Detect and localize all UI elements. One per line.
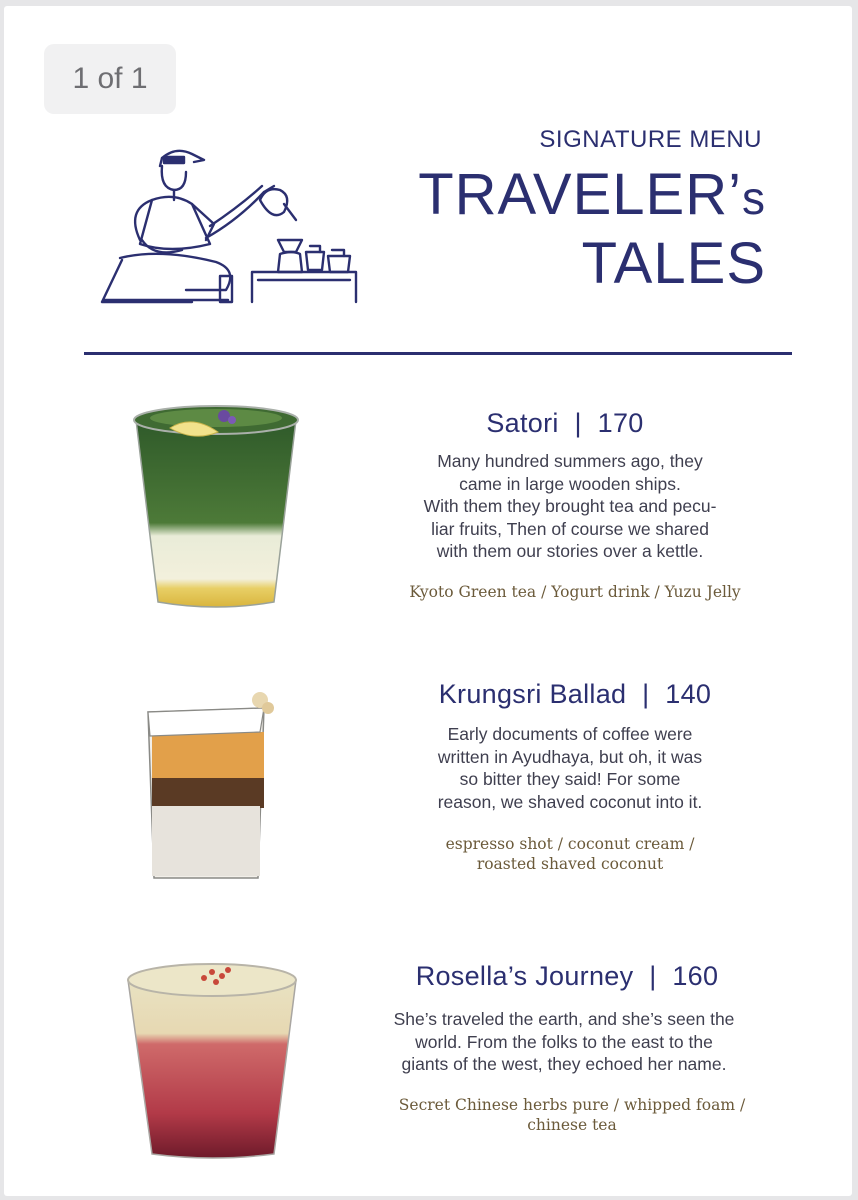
desc-line: Early documents of coffee were (447, 724, 693, 744)
barista-illustration (92, 140, 362, 312)
item-name: Rosella’s Journey (415, 961, 634, 991)
ingredients-line: chinese tea (527, 1116, 617, 1134)
desc-line: world. From the folks to the east to the (415, 1031, 713, 1052)
item-ingredients-rosellas-journey (370, 1095, 774, 1135)
desc-line: with them our stories over a kettle. (436, 541, 704, 561)
menu-title (418, 162, 766, 297)
desc-line: written in Ayudhaya, but oh, it was (437, 746, 703, 767)
desc-line: With them they brought tea and pecu- (423, 496, 717, 516)
item-name: Krungsri Ballad (438, 679, 627, 709)
item-price: 140 (665, 679, 712, 709)
item-ingredients-krungsri-ballad (400, 834, 740, 874)
item-description-rosellas-journey (376, 1008, 752, 1076)
desc-line: reason, we shaved coconut into it. (437, 791, 703, 812)
desc-line: She’s traveled the earth, and she’s seen the (393, 1009, 735, 1029)
krungsri-ballad-drink-image (134, 682, 280, 882)
header-divider (84, 352, 792, 355)
title-separator: | (649, 961, 657, 991)
ingredients-line: roasted shaved coconut (476, 855, 664, 873)
menu-subtitle: SIGNATURE MENU (539, 126, 762, 153)
item-price: 170 (597, 408, 644, 438)
title-line-1-small: s (742, 172, 766, 224)
item-description-satori (390, 450, 750, 563)
desc-line: giants of the west, they echoed her name. (401, 1054, 727, 1074)
title-line-1 (418, 162, 766, 231)
rosellas-journey-drink-image (124, 956, 300, 1162)
title-separator: | (642, 679, 650, 709)
item-ingredients-satori (380, 582, 770, 602)
desc-line: liar fruits, Then of course we shared (431, 518, 709, 539)
satori-drink-image (128, 398, 304, 612)
desc-line: Many hundred summers ago, they (437, 451, 703, 471)
desc-line: came in large wooden ships. (459, 473, 681, 494)
ingredients-line: Kyoto Green tea / Yogurt drink / Yuzu Jelly (409, 583, 741, 601)
item-description-krungsri-ballad (392, 723, 748, 813)
item-title-satori (420, 408, 710, 439)
item-price: 160 (672, 961, 719, 991)
ingredients-line: Secret Chinese herbs pure / whipped foam / (398, 1096, 746, 1114)
ingredients-line: espresso shot / coconut cream / (445, 835, 695, 853)
title-line-2: TALES (581, 231, 766, 296)
desc-line: so bitter they said! For some (459, 769, 681, 789)
item-title-krungsri-ballad (410, 679, 740, 710)
title-line-1-main: TRAVELER’ (418, 162, 742, 227)
item-title-rosellas-journey (394, 961, 740, 992)
title-separator: | (574, 408, 582, 438)
item-name: Satori (486, 408, 559, 438)
page-counter-badge: 1 of 1 (44, 44, 176, 114)
